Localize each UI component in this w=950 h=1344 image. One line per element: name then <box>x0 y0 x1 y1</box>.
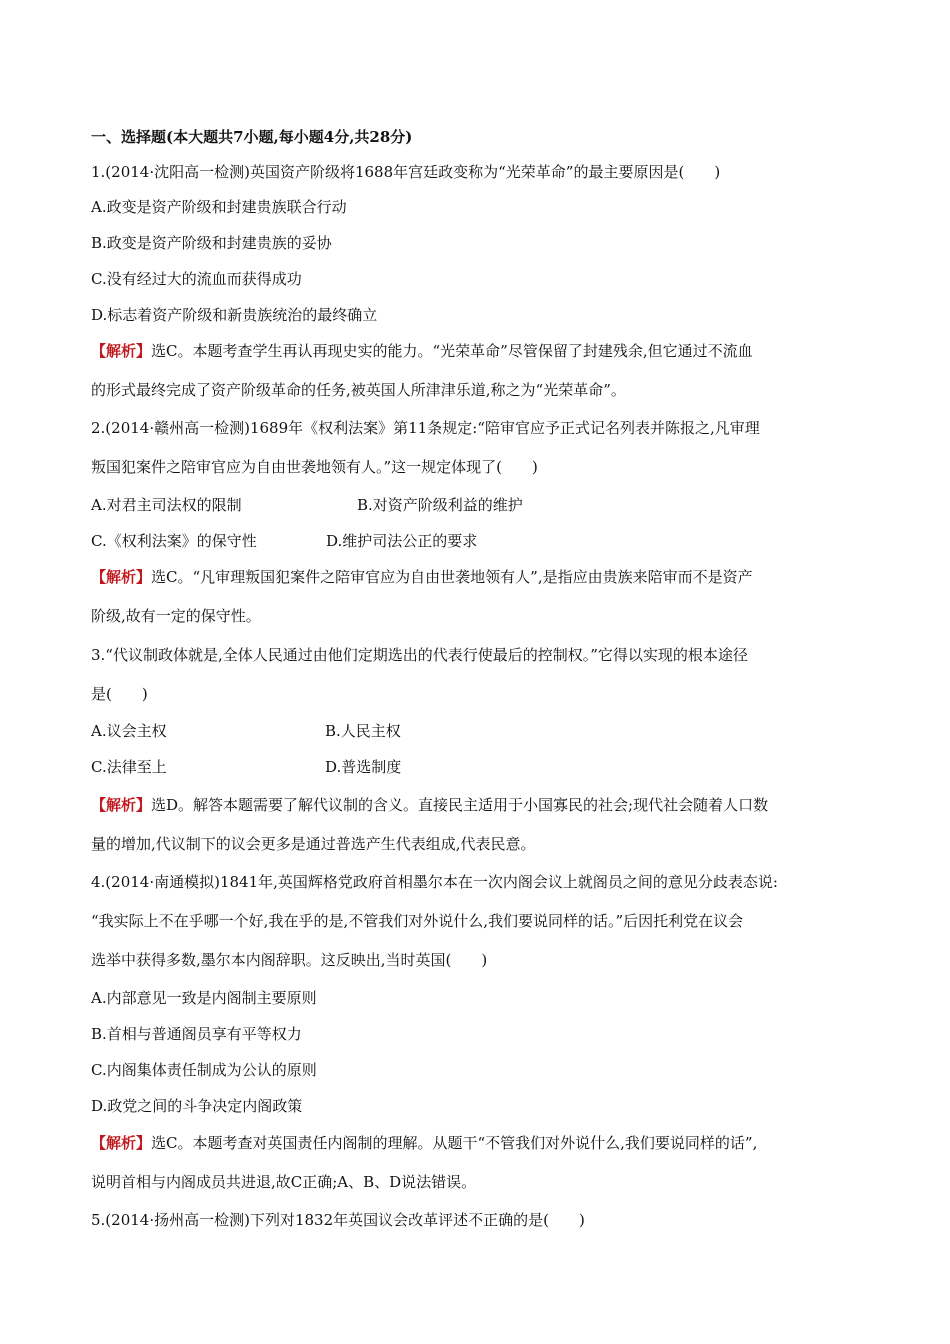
question-1-analysis <box>91 341 753 361</box>
question-4-analysis-cont: 说明首相与内阁成员共进退,故C正确;A、B、D说法错误。 <box>91 1173 477 1191</box>
analysis-label: 【解析】 <box>91 1134 152 1152</box>
question-3-option-d: D.普选制度 <box>325 758 402 776</box>
question-4-stem-cont-1: “我实际上不在乎哪一个好,我在乎的是,不管我们对外说什么,我们要说同样的话。”后因托利党在议会 <box>91 912 744 930</box>
question-2-option-b: B.对资产阶级利益的维护 <box>357 496 523 514</box>
question-1-option-c: C.没有经过大的流血而获得成功 <box>91 270 302 288</box>
analysis-label: 【解析】 <box>91 796 152 814</box>
question-1-analysis-cont: 的形式最终完成了资产阶级革命的任务,被英国人所津津乐道,称之为“光荣革命”。 <box>91 381 626 399</box>
question-4-stem-cont-2: 选举中获得多数,墨尔本内阁辞职。这反映出,当时英国( ) <box>91 951 488 969</box>
analysis-text: 选C。“凡审理叛国犯案件之陪审官应为自由世袭地领有人”,是指应由贵族来陪审而不是资产 <box>151 568 753 586</box>
section-heading: 一、选择题(本大题共7小题,每小题4分,共28分) <box>91 128 413 146</box>
analysis-label: 【解析】 <box>91 568 152 586</box>
analysis-text: 选D。解答本题需要了解代议制的含义。直接民主适用于小国寡民的社会;现代社会随着人口数 <box>151 796 769 814</box>
question-4-option-c: C.内阁集体责任制成为公认的原则 <box>91 1061 317 1079</box>
question-4-analysis <box>91 1133 757 1153</box>
question-2-options-row-2 <box>91 531 478 551</box>
question-2-option-c: C.《权利法案》的保守性 <box>91 532 257 550</box>
question-3-analysis-cont: 量的增加,代议制下的议会更多是通过普选产生代表组成,代表民意。 <box>91 835 536 853</box>
question-3-option-a: A.议会主权 <box>91 722 167 740</box>
question-3-option-b: B.人民主权 <box>325 722 401 740</box>
question-4-option-b: B.首相与普通阁员享有平等权力 <box>91 1025 302 1043</box>
question-2-stem-cont: 叛国犯案件之陪审官应为自由世袭地领有人。”这一规定体现了( ) <box>91 458 538 476</box>
question-5-stem: 5.(2014·扬州高一检测)下列对1832年英国议会改革评述不正确的是( ) <box>91 1211 585 1229</box>
analysis-label: 【解析】 <box>91 342 152 360</box>
question-2-analysis <box>91 567 753 587</box>
question-4-option-a: A.内部意见一致是内阁制主要原则 <box>91 989 317 1007</box>
question-2-analysis-cont: 阶级,故有一定的保守性。 <box>91 607 261 625</box>
question-3-analysis <box>91 795 768 815</box>
question-1-stem: 1.(2014·沈阳高一检测)英国资产阶级将1688年宫廷政变称为“光荣革命”的最主要原因是( ) <box>91 163 721 181</box>
question-1-option-d: D.标志着资产阶级和新贵族统治的最终确立 <box>91 306 378 324</box>
analysis-text: 选C。本题考查对英国责任内阁制的理解。从题干“不管我们对外说什么,我们要说同样的话”, <box>151 1134 758 1152</box>
question-4-stem: 4.(2014·南通模拟)1841年,英国辉格党政府首相墨尔本在一次内阁会议上就阁员之间的意见分歧表态说: <box>91 873 778 891</box>
question-3-option-c: C.法律至上 <box>91 758 167 776</box>
question-2-option-d: D.维护司法公正的要求 <box>326 532 478 550</box>
question-3-options-row-2 <box>91 757 402 777</box>
question-2-stem: 2.(2014·赣州高一检测)1689年《权利法案》第11条规定:“陪审官应予正式记名列表并陈报之,凡审理 <box>91 419 760 437</box>
question-4-option-d: D.政党之间的斗争决定内阁政策 <box>91 1097 303 1115</box>
question-1-option-b: B.政变是资产阶级和封建贵族的妥协 <box>91 234 332 252</box>
question-1-option-a: A.政变是资产阶级和封建贵族联合行动 <box>91 198 347 216</box>
question-2-option-a: A.对君主司法权的限制 <box>91 496 242 514</box>
question-3-stem: 3.“代议制政体就是,全体人民通过由他们定期选出的代表行使最后的控制权。”它得以实现的根本途径 <box>91 646 748 664</box>
question-3-stem-cont: 是( ) <box>91 685 148 703</box>
question-2-options-row-1 <box>91 495 523 515</box>
analysis-text: 选C。本题考查学生再认再现史实的能力。“光荣革命”尽管保留了封建残余,但它通过不流血 <box>151 342 753 360</box>
question-3-options-row-1 <box>91 721 401 741</box>
